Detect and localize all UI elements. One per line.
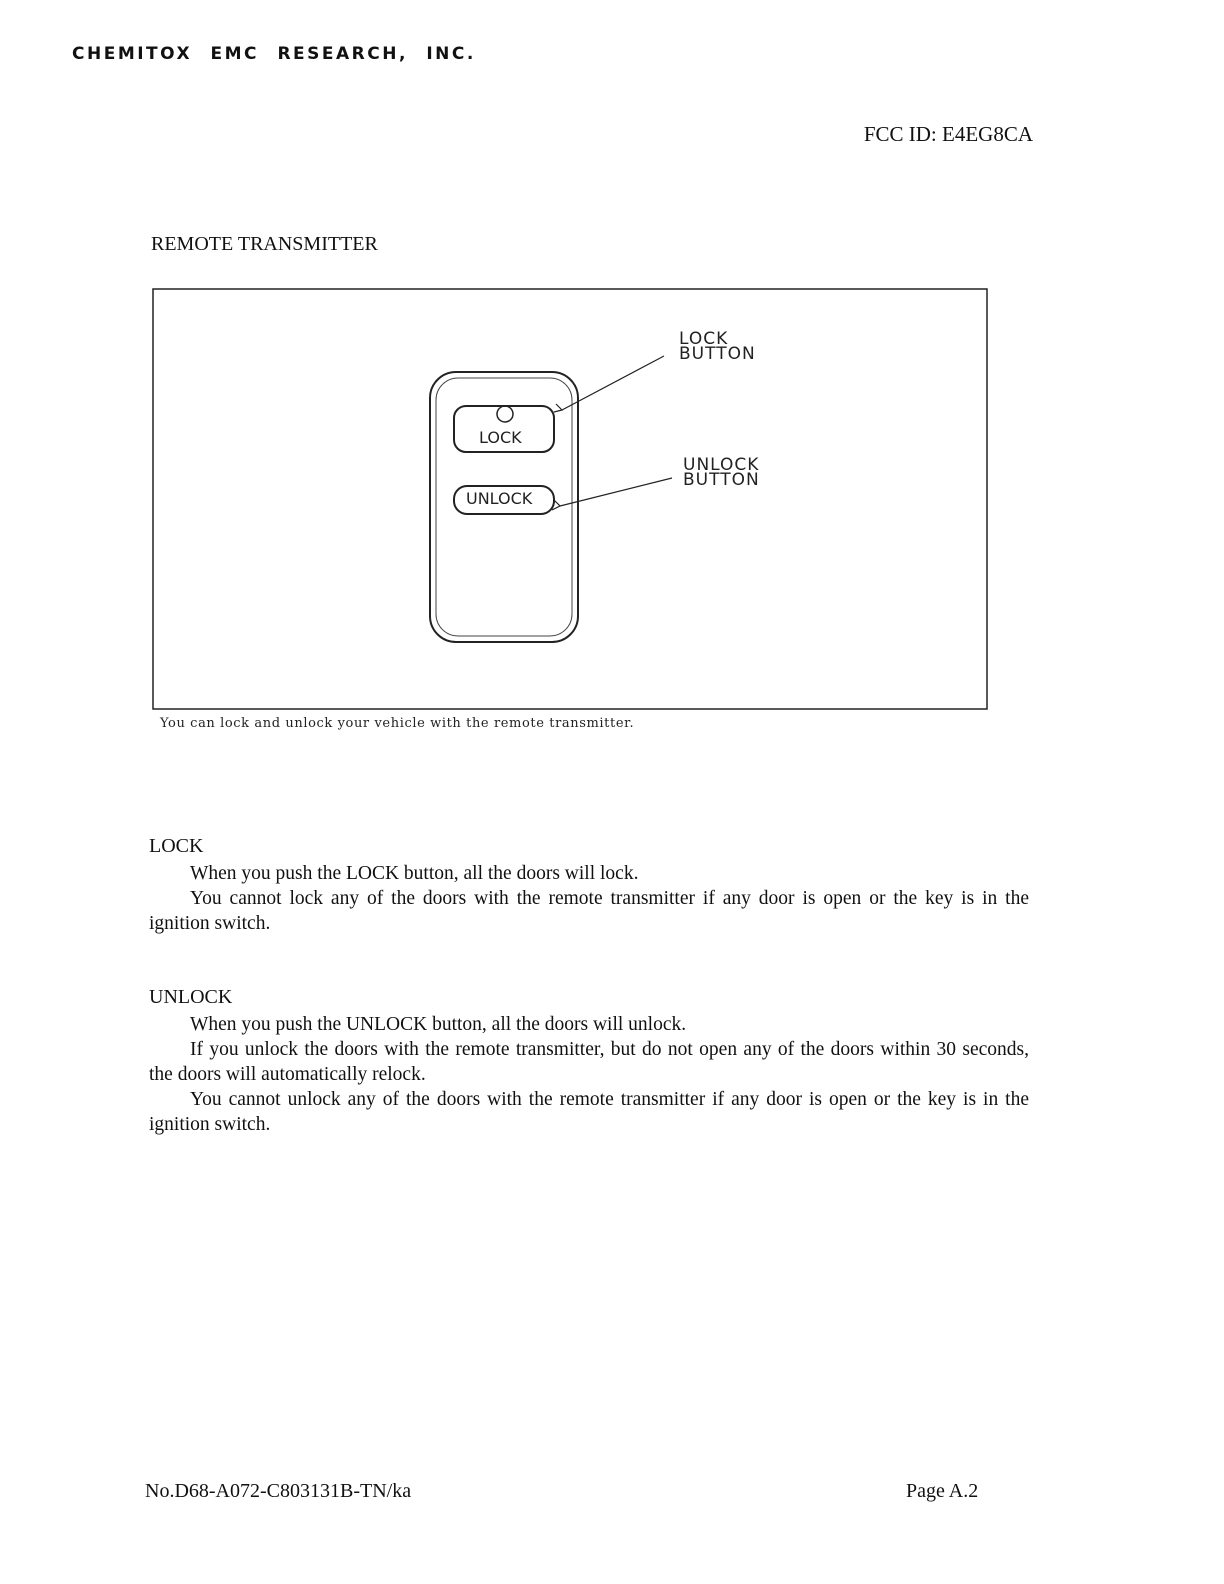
unlock-button-label-line1: UNLOCK (683, 455, 760, 475)
unlock-paragraph: If you unlock the doors with the remote transmitter, but do not open any of the doors within 30 seconds, the doors will automatically relock. (149, 1039, 1029, 1085)
lock-button-label (679, 329, 756, 364)
lock-paragraph: When you push the LOCK button, all the doors will lock. (190, 863, 639, 884)
lock-heading: LOCK (149, 835, 204, 857)
unlock-body (149, 1012, 1029, 1137)
unlock-key-text: UNLOCK (466, 489, 533, 508)
remote-transmitter-figure (152, 286, 988, 711)
section-title: REMOTE TRANSMITTER (151, 233, 378, 255)
unlock-heading: UNLOCK (149, 986, 233, 1008)
fcc-id: FCC ID: E4EG8CA (863, 122, 1033, 146)
lock-leader-line (562, 356, 664, 410)
lock-arrow-head (554, 404, 562, 412)
led-indicator (497, 406, 513, 422)
lock-button-label-line1: LOCK (679, 329, 729, 349)
lock-paragraph: You cannot lock any of the doors with the remote transmitter if any door is open or the key is in the ignition switch. (149, 888, 1029, 934)
company-name: CHEMITOX EMC RESEARCH, INC. (72, 44, 476, 64)
unlock-paragraph: You cannot unlock any of the doors with the remote transmitter if any door is open or the key is in the ignition switch. (149, 1089, 1029, 1135)
lock-key-text: LOCK (479, 428, 522, 447)
lock-button-label-line2: BUTTON (679, 344, 756, 364)
unlock-paragraph: When you push the UNLOCK button, all the doors will unlock. (190, 1014, 687, 1035)
lock-body (149, 861, 1029, 936)
unlock-button-label-line2: BUTTON (683, 470, 760, 490)
unlock-leader-line (560, 478, 672, 506)
document-number: No.D68-A072-C803131B-TN/ka (145, 1480, 412, 1502)
figure-drawing (152, 286, 988, 711)
figure-caption: You can lock and unlock your vehicle with the remote transmitter. (160, 716, 635, 731)
figure-frame (153, 289, 987, 709)
unlock-button-label (683, 455, 760, 490)
page-number: Page A.2 (906, 1480, 979, 1502)
